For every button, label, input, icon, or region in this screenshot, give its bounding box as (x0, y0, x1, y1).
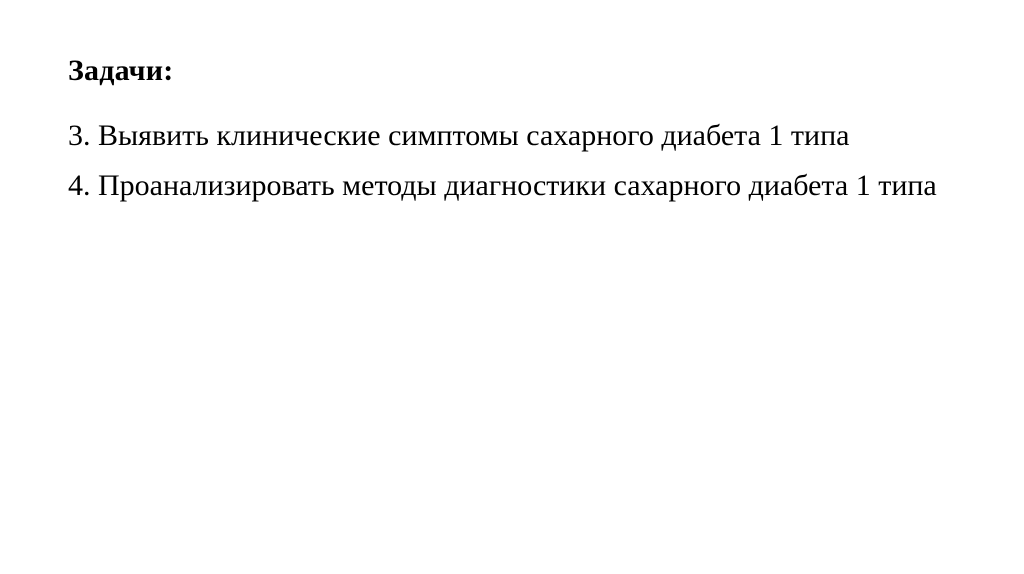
slide-body (68, 112, 946, 211)
list-item: 4. Проанализировать методы диагностики сахарного диабета 1 типа (68, 169, 937, 203)
list-item: 3. Выявить клинические симптомы сахарного диабета 1 типа (68, 118, 850, 152)
page-title: Задачи: (68, 54, 174, 87)
